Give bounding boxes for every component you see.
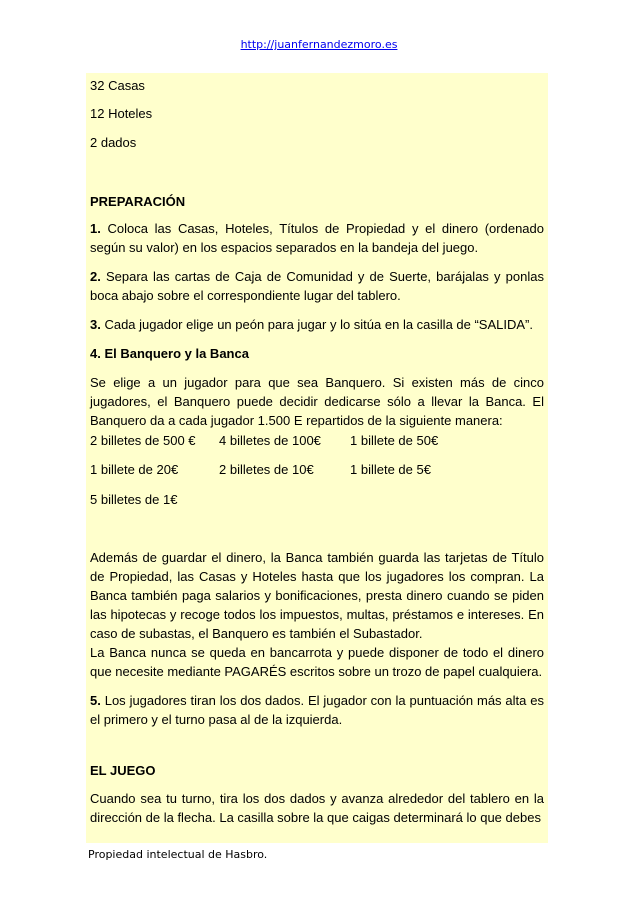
billetes-cell: 1 billete de 5€: [350, 462, 431, 477]
step-1-number: 1.: [90, 221, 101, 236]
step-2-number: 2.: [90, 269, 101, 284]
juego-paragraph: Cuando sea tu turno, tira los dos dados y avanza alrededor del tablero en la dirección de la flecha. La casilla sobre la que caigas determinará lo que debes: [90, 791, 544, 825]
header-url-link[interactable]: http://juanfernandezmoro.es: [240, 38, 398, 51]
step-5: [90, 691, 544, 729]
banca-paragraph: Además de guardar el dinero, la Banca también guarda las tarjetas de Título de Propiedad, las Casas y Hoteles hasta que los jugadores los compran. La Banca también paga salarios y bonificaciones, presta dinero cuando se piden las hipotecas y recoge todos los impuestos, multas, préstamos e intereses. En caso de subastas, el Banquero es también el Subastador.: [90, 550, 544, 641]
item-hoteles: 12 Hoteles: [90, 106, 153, 121]
item-casas: 32 Casas: [90, 78, 145, 93]
billetes-cell: 2 billetes de 10€: [219, 462, 314, 477]
item-dados: 2 dados: [90, 135, 137, 150]
step-2-text: Separa las cartas de Caja de Comunidad y de Suerte, barájalas y ponlas boca abajo sobre el correspondiente lugar del tablero.: [90, 269, 544, 303]
billetes-cell: 2 billetes de 500 €: [90, 433, 196, 448]
billetes-cell: 1 billete de 50€: [350, 433, 439, 448]
step-1-text: Coloca las Casas, Hoteles, Títulos de Propiedad y el dinero (ordenado según su valor) en los espacios separados en la bandeja del juego.: [90, 221, 544, 255]
step-3: [90, 315, 544, 334]
step-5-text: Los jugadores tiran los dos dados. El jugador con la puntuación más alta es el primero y el turno pasa al de la izquierda.: [90, 693, 544, 727]
footer-copyright: Propiedad intelectual de Hasbro.: [88, 848, 268, 861]
bancarrota-paragraph: La Banca nunca se queda en bancarrota y puede disponer de todo el dinero que necesite mediante PAGARÉS escritos sobre un trozo de papel cualquiera.: [90, 645, 544, 679]
heading-el-juego: EL JUEGO: [90, 763, 156, 778]
step-1: [90, 219, 544, 257]
document-content: [86, 73, 548, 843]
banquero-paragraph: Se elige a un jugador para que sea Banquero. Si existen más de cinco jugadores, el Banquero puede decidir dedicarse sólo a llevar la Banca. El Banquero da a cada jugador 1.500 E repartidos de la siguiente manera:: [90, 375, 544, 428]
billetes-cell: 4 billetes de 100€: [219, 433, 321, 448]
step-3-text: Cada jugador elige un peón para jugar y lo sitúa en la casilla de “SALIDA”.: [100, 317, 533, 332]
billetes-cell: 1 billete de 20€: [90, 462, 179, 477]
step-3-number: 3.: [90, 317, 101, 332]
step-2: [90, 267, 544, 305]
heading-preparacion: PREPARACIÓN: [90, 194, 186, 209]
step-5-number: 5.: [90, 693, 101, 708]
billetes-row-3: 5 billetes de 1€: [90, 492, 178, 507]
heading-banquero: 4. El Banquero y la Banca: [90, 346, 249, 361]
